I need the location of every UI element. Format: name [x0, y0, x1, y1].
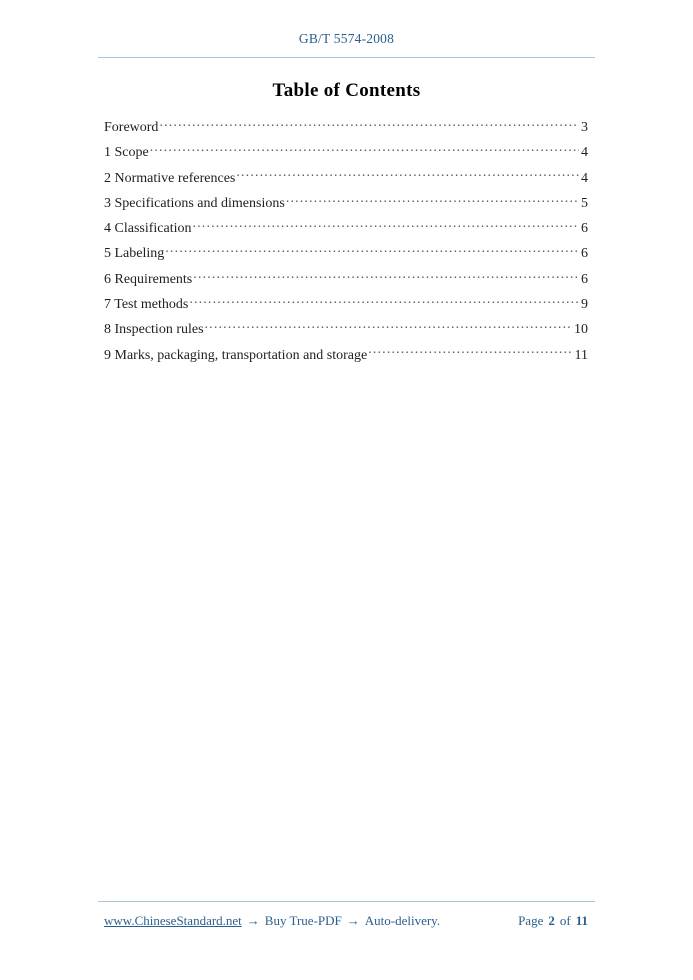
toc-entry-label: 4 Classification — [104, 221, 192, 237]
auto-delivery-text: Auto-delivery. — [364, 913, 441, 928]
toc-entry-label: 7 Test methods — [104, 297, 189, 313]
toc-leader-dots — [205, 319, 573, 333]
toc-entry[interactable] — [104, 345, 588, 370]
toc-entry-label: Foreword — [104, 120, 159, 135]
footer-promo — [104, 913, 440, 929]
toc-entry[interactable] — [104, 269, 588, 294]
of-word-label: of — [559, 913, 571, 928]
toc-leader-dots — [236, 168, 579, 182]
toc-entry-label: 9 Marks, packaging, transportation and storage — [104, 347, 368, 363]
toc-entry[interactable] — [104, 218, 588, 243]
toc-leader-dots — [150, 142, 579, 156]
toc-entry-page: 5 — [581, 195, 588, 211]
toc-entry-page: 6 — [581, 271, 588, 287]
toc-entry[interactable] — [104, 294, 588, 319]
toc-entry-page: 6 — [581, 221, 588, 237]
page-indicator — [518, 913, 588, 929]
toc-entry[interactable] — [104, 193, 588, 218]
toc-entry-page: 4 — [581, 145, 588, 161]
toc-entry-page: 6 — [581, 246, 588, 262]
footer-divider — [98, 901, 595, 902]
header-divider — [98, 57, 595, 58]
toc-leader-dots — [193, 218, 580, 232]
toc-entry-page: 4 — [581, 170, 588, 186]
toc-entry-label: 3 Specifications and dimensions — [104, 195, 285, 211]
toc-leader-dots — [368, 345, 573, 359]
toc-entry[interactable] — [104, 142, 588, 167]
standard-code-header: GB/T 5574-2008 — [298, 31, 395, 46]
toc-entry[interactable] — [104, 117, 588, 142]
current-page-number: 2 — [548, 913, 555, 928]
toc-entry[interactable] — [104, 319, 588, 344]
right-arrow-icon: → — [246, 913, 260, 928]
toc-entry-label: 8 Inspection rules — [104, 322, 204, 338]
website-link[interactable]: www.ChineseStandard.net — [104, 913, 242, 928]
page-title: Table of Contents — [272, 80, 421, 101]
toc-entry-page: 11 — [574, 347, 588, 363]
toc-entry-label: 2 Normative references — [104, 170, 236, 186]
toc-leader-dots — [286, 193, 579, 207]
toc-leader-dots — [165, 243, 579, 257]
toc-leader-dots — [189, 294, 579, 308]
toc-entry-label: 5 Labeling — [104, 246, 165, 262]
right-arrow-icon: → — [346, 913, 360, 928]
toc-entry-label: 1 Scope — [104, 145, 149, 161]
toc-entry-page: 9 — [581, 297, 588, 313]
page-header — [0, 30, 693, 48]
toc-leader-dots — [193, 269, 579, 283]
buy-pdf-text: Buy True-PDF — [264, 913, 342, 928]
toc-leader-dots — [159, 117, 579, 131]
page-word-label: Page — [518, 913, 544, 928]
toc-entry[interactable] — [104, 243, 588, 268]
page-footer — [104, 913, 588, 929]
total-page-number: 11 — [575, 913, 588, 928]
table-of-contents — [104, 117, 588, 370]
toc-entry-page: 3 — [581, 120, 588, 135]
toc-entry[interactable] — [104, 168, 588, 193]
toc-entry-label: 6 Requirements — [104, 271, 193, 287]
toc-entry-page: 10 — [574, 322, 588, 338]
